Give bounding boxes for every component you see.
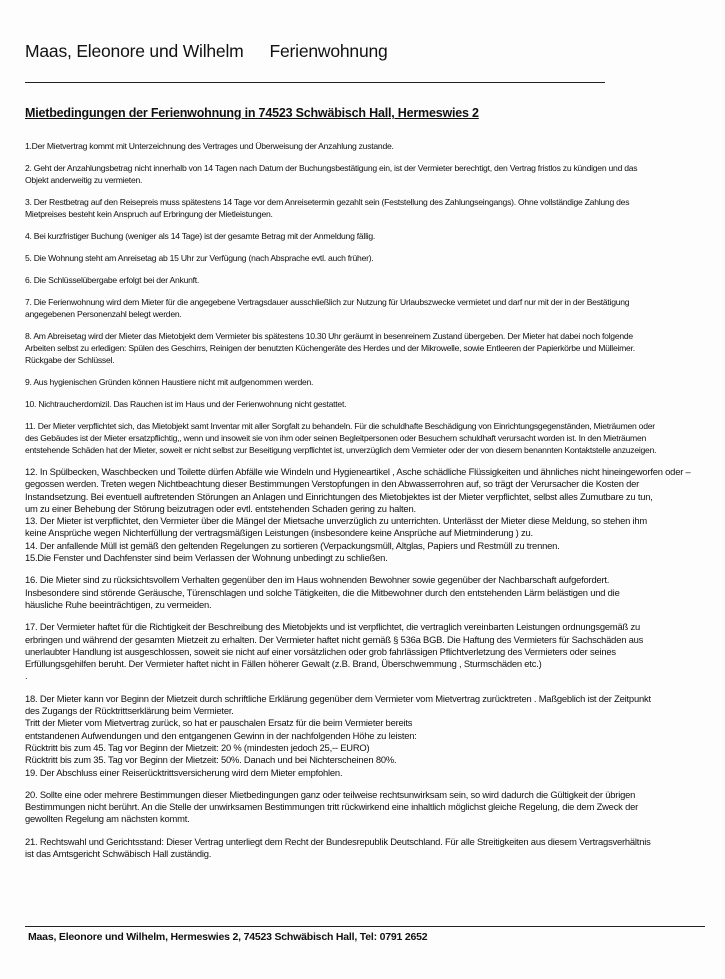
clause-line: 17. Der Vermieter haftet für die Richtigkeit der Beschreibung des Mietobjekts und ist verpflichtet, die vertraglich vereinbarten Leistungen ordnungsgemäß zu bbox=[25, 621, 640, 633]
clause-line: . bbox=[25, 670, 28, 682]
clause-line: 20. Sollte eine oder mehrere Bestimmungen dieser Mietbedingungen ganz oder teilweise rechtsunwirksam sein, so wird dadurch die Gültigkeit der übrigen bbox=[25, 788, 636, 800]
clause-line: 9. Aus hygienischen Gründen können Haustiere nicht mit aufgenommen werden. bbox=[25, 377, 314, 387]
clause-line: häusliche Ruhe beeinträchtigen, zu vermeiden. bbox=[25, 598, 212, 610]
clause-line: um zu einer Behebung der Störung beizutragen oder evtl. entstehenden Schaden gering zu halten. bbox=[25, 502, 416, 514]
clause-line: des Zugangs der Rücktrittserklärung beim Vermieter. bbox=[25, 705, 234, 717]
clause-line: Instandsetzung. Bei eventuell auftretenden Störungen an Anlagen und Einrichtungen des Mietobjektes ist der Mieter verpflichtet, selbst alles Zumutbare zu tun, bbox=[25, 490, 653, 502]
term-clause bbox=[25, 515, 710, 540]
clause-line: 5. Die Wohnung steht am Anreisetag ab 15 Uhr zur Verfügung (nach Absprache evtl. auch früher). bbox=[25, 253, 374, 263]
clause-line: 16. Die Mieter sind zu rücksichtsvollem Verhalten gegenüber den im Haus wohnenden Bewohner sowie gegenüber der Nachbarschaft aufgefordert. bbox=[25, 574, 610, 586]
clause-line: erbringen und während der gesamten Mietzeit zu erhalten. Der Vermieter haftet nicht gemäß § 536a BGB. Die Haftung des Vermieters für Sachschäden aus bbox=[25, 633, 644, 645]
clause-line: Objekt anderweitig zu vermieten. bbox=[25, 175, 143, 185]
clause-line: des Gebäudes ist der Mieter ersatzpflichtig,, wenn und insoweit sie von ihm oder seinen Begleitpersonen oder Besuchern schuldhaft verursacht worden ist. In den Mieträumen bbox=[25, 433, 647, 443]
term-clause bbox=[25, 330, 710, 366]
clause-line: 13. Der Mieter ist verpflichtet, den Vermieter über die Mängel der Mietsache unverzüglich zu unterrichten. Unterlässt der Mieter diese Meldung, so stehen ihm bbox=[25, 515, 648, 527]
clause-line: Arbeiten selbst zu erledigen: Spülen des Geschirrs, Reinigen der benutzten Küchengeräte des Herdes und der Mikrowelle, sowie Entleeren der Papierkörbe und Mülleimer. bbox=[25, 343, 635, 353]
header-divider bbox=[25, 82, 605, 83]
clause-line: unerlaubter Handlung ist ausgeschlossen, soweit sie nicht auf einer vorsätzlichen oder grob fahrlässigen Pflichtverletzung des Vermieters oder seines bbox=[25, 645, 616, 657]
term-clause bbox=[25, 540, 710, 552]
clause-line: 11. Der Mieter verpflichtet sich, das Mietobjekt samt Inventar mit aller Sorgfalt zu behandeln. Für die schuldhafte Beschädigung von Einrichtungsgegenständen, Mieträumen oder bbox=[25, 421, 655, 431]
clause-line: Tritt der Mieter vom Mietvertrag zurück, so hat er pauschalen Ersatz für die beim Vermieter bereits bbox=[25, 717, 413, 729]
clause-line: 6. Die Schlüsselübergabe erfolgt bei der Ankunft. bbox=[25, 275, 200, 285]
clause-line: gewollten Regelung am nächsten kommt. bbox=[25, 813, 190, 825]
clause-line: 7. Die Ferienwohnung wird dem Mieter für die angegebene Vertragsdauer ausschließlich zur Nutzung für Urlaubszwecke vermietet und darf nur mit der in der Bestätigung bbox=[25, 297, 630, 307]
clause-line: gegossen werden. Treten wegen Nichtbeachtung dieser Bestimmungen Verstopfungen in den Abwasserrohren auf, so trägt der Verursacher die Kosten der bbox=[25, 478, 640, 490]
clause-line: ist das Amtsgericht Schwäbisch Hall zuständig. bbox=[25, 848, 212, 860]
term-clause bbox=[25, 230, 710, 242]
clause-line: 8. Am Abreisetag wird der Mieter das Mietobjekt dem Vermieter bis spätestens 10.30 Uhr geräumt in besenreinem Zustand übergeben. Der Mieter hat dabei noch folgende bbox=[25, 331, 633, 341]
clause-line: 18. Der Mieter kann vor Beginn der Mietzeit durch schriftliche Erklärung gegenüber dem Vermieter vom Mietvertrag zurücktreten . Maßgeblich ist der Zeitpunkt bbox=[25, 692, 651, 704]
letterhead-subtitle: Ferienwohnung bbox=[269, 41, 388, 61]
footer-divider bbox=[25, 926, 705, 927]
term-clause bbox=[25, 621, 710, 682]
clause-line: Rücktritt bis zum 45. Tag vor Beginn der Mietzeit: 20 % (mindesten jedoch 25,-- EURO) bbox=[25, 741, 370, 753]
term-clause bbox=[25, 162, 710, 186]
clause-line: 1.Der Mietvertrag kommt mit Unterzeichnung des Vertrages und Überweisung der Anzahlung zustande. bbox=[25, 141, 394, 151]
clause-line: 2. Geht der Anzahlungsbetrag nicht innerhalb von 14 Tagen nach Datum der Buchungsbestätigung ein, ist der Vermieter berechtigt, den Vertrag fristlos zu kündigen und das bbox=[25, 163, 638, 173]
clause-line: keine Ansprüche wegen Nichterfüllung der vertragsmäßigen Leistungen (insbesondere keine Ansprüche auf Mietminderung ) zu. bbox=[25, 527, 533, 539]
clause-line: entstandenen Aufwendungen und den entgangenen Gewinn in der nachfolgenden Höhe zu leisten: bbox=[25, 729, 417, 741]
clause-line: angegebenen Personenzahl belegt werden. bbox=[25, 309, 182, 319]
clause-line: Bestimmungen nicht berührt. An die Stelle der unwirksamen Bestimmungen tritt rückwirkend eine inhaltlich möglichst gleiche Regelung, die dem Zweck der bbox=[25, 801, 639, 813]
term-clause bbox=[25, 552, 710, 564]
terms-list bbox=[25, 140, 710, 870]
clause-line: 21. Rechtswahl und Gerichtsstand: Dieser Vertrag unterliegt dem Recht der Bundesrepublik Deutschland. Für alle Streitigkeiten aus diesem Vertragsverhältnis bbox=[25, 835, 651, 847]
term-clause bbox=[25, 789, 710, 826]
term-clause bbox=[25, 140, 710, 152]
term-clause bbox=[25, 836, 710, 861]
document-title: Mietbedingungen der Ferienwohnung in 74523 Schwäbisch Hall, Hermeswies 2 bbox=[25, 106, 479, 120]
term-clause bbox=[25, 252, 710, 264]
term-clause bbox=[25, 398, 710, 410]
term-clause bbox=[25, 693, 710, 779]
clause-line: 4. Bei kurzfristiger Buchung (weniger als 14 Tage) ist der gesamte Betrag mit der Anmeldung fällig. bbox=[25, 231, 376, 241]
clause-line: Rücktritt bis zum 35. Tag vor Beginn der Mietzeit: 50%. Danach und bei Nichterscheinen 80%. bbox=[25, 754, 397, 766]
term-clause bbox=[25, 420, 710, 456]
clause-line: 10. Nichtraucherdomizil. Das Rauchen ist im Haus und der Ferienwohnung nicht gestattet. bbox=[25, 399, 347, 409]
clause-line: 12. In Spülbecken, Waschbecken und Toilette dürfen Abfälle wie Windeln und Hygieneartikel , Asche schädliche Flüssigkeiten und ähnliches nicht hineingeworfen oder – bbox=[25, 466, 691, 477]
owner-name: Maas, Eleonore und Wilhelm bbox=[25, 41, 244, 61]
term-clause bbox=[25, 196, 710, 220]
term-clause bbox=[25, 296, 710, 320]
term-clause bbox=[25, 376, 710, 388]
letterhead bbox=[25, 41, 388, 62]
clause-line: 15.Die Fenster und Dachfenster sind beim Verlassen der Wohnung unbedingt zu schließen. bbox=[25, 552, 388, 564]
clause-line: entstehende Schäden hat der Mieter, soweit er nicht selbst zur Beseitigung verpflichtet ist, unverzüglich dem Vermieter oder der von diesem benannten Kontaktstelle anzuzeigen. bbox=[25, 445, 657, 455]
clause-line: Insbesondere sind störende Geräusche, Türenschlagen und solche Tätigkeiten, die die Mitbewohner durch den entstehenden Lärm belästigen und die bbox=[25, 586, 620, 598]
clause-line: Mietpreises besteht kein Anspruch auf Erbringung der Mietleistungen. bbox=[25, 209, 273, 219]
clause-line: Erfüllungsgehilfen beruht. Der Vermieter haftet nicht in Fällen höherer Gewalt (z.B. Brand, Überschwemmung , Sturmschäden etc.) bbox=[25, 658, 542, 670]
term-clause bbox=[25, 466, 710, 515]
clause-line: 19. Der Abschluss einer Reiserücktrittsversicherung wird dem Mieter empfohlen. bbox=[25, 766, 343, 778]
clause-line: 14. Der anfallende Müll ist gemäß den geltenden Regelungen zu sortieren (Verpackungsmüll, Altglas, Papiers und Restmüll zu trennen. bbox=[25, 539, 560, 551]
clause-line: Rückgabe der Schlüssel. bbox=[25, 355, 115, 365]
term-clause bbox=[25, 574, 710, 611]
footer-address: Maas, Eleonore und Wilhelm, Hermeswies 2, 74523 Schwäbisch Hall, Tel: 0791 2652 bbox=[28, 931, 428, 943]
clause-line: 3. Der Restbetrag auf den Reisepreis muss spätestens 14 Tage vor dem Anreisetermin gezahlt sein (Feststellung des Zahlungseingangs). Ohne vollständige Zahlung des bbox=[25, 197, 630, 207]
term-clause bbox=[25, 274, 710, 286]
